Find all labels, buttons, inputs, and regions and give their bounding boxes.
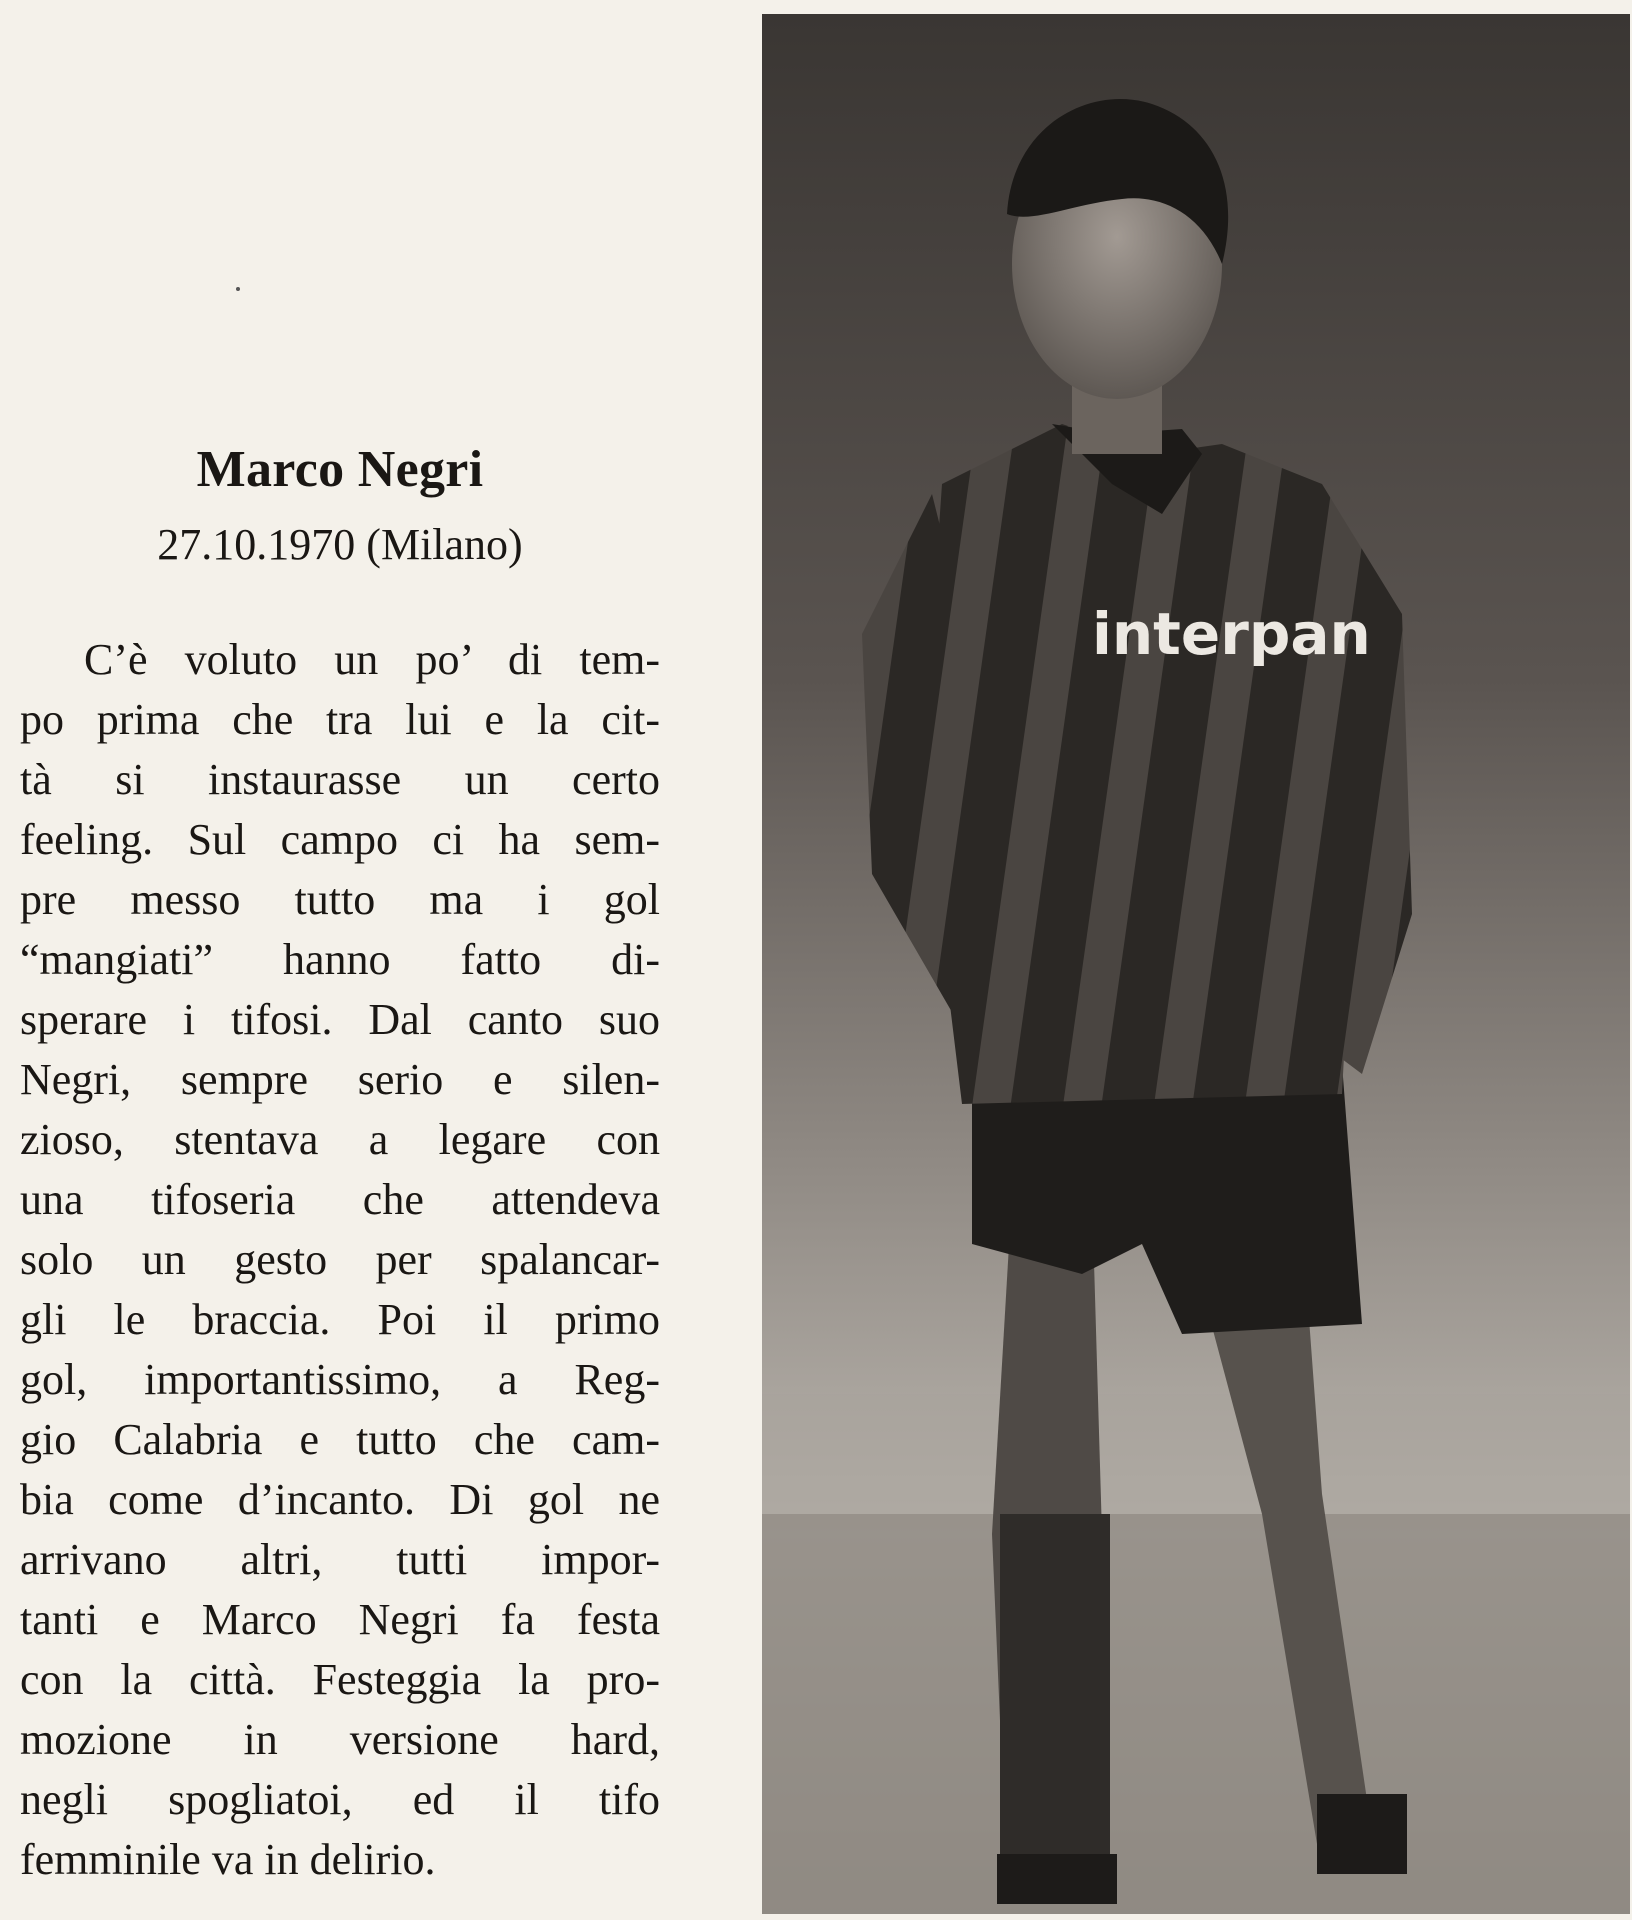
bio-line: po prima che tra lui e la cit- bbox=[20, 695, 660, 744]
bio-line: con la città. Festeggia la pro- bbox=[20, 1655, 660, 1704]
photo-illustration bbox=[762, 14, 1630, 1914]
bio-line: tà si instaurasse un certo bbox=[20, 755, 660, 804]
player-name: Marco Negri bbox=[196, 441, 484, 498]
biography-text bbox=[20, 630, 660, 1890]
bio-line: Negri, sempre serio e silen- bbox=[20, 1055, 660, 1104]
bio-line: gio Calabria e tutto che cam- bbox=[20, 1415, 660, 1464]
bio-line: gli le braccia. Poi il primo bbox=[20, 1295, 660, 1344]
bio-line: solo un gesto per spalancar- bbox=[20, 1235, 660, 1284]
shirt-sponsor: interpan bbox=[1092, 600, 1371, 668]
bio-line: femminile va in delirio. bbox=[20, 1835, 436, 1884]
bio-line: mozione in versione hard, bbox=[20, 1715, 660, 1764]
birth-date-place: 27.10.1970 (Milano) bbox=[157, 520, 523, 569]
bio-line: feeling. Sul campo ci ha sem- bbox=[20, 815, 660, 864]
bio-line: una tifoseria che attendeva bbox=[20, 1175, 660, 1224]
bio-line: gol, importantissimo, a Reg- bbox=[20, 1355, 660, 1404]
player-photo bbox=[762, 14, 1630, 1914]
bio-line: “mangiati” hanno fatto di- bbox=[20, 935, 660, 984]
bio-line: bia come d’incanto. Di gol ne bbox=[20, 1475, 660, 1524]
bio-line: arrivano altri, tutti impor- bbox=[20, 1535, 660, 1584]
bio-line: pre messo tutto ma i gol bbox=[20, 875, 660, 924]
bio-line: C’è voluto un po’ di tem- bbox=[84, 635, 660, 684]
print-speck bbox=[236, 287, 240, 291]
bio-line: tanti e Marco Negri fa festa bbox=[20, 1595, 660, 1644]
bio-line: zioso, stentava a legare con bbox=[20, 1115, 660, 1164]
bio-line: negli spogliatoi, ed il tifo bbox=[20, 1775, 660, 1824]
text-column bbox=[20, 440, 660, 1890]
bio-line: sperare i tifosi. Dal canto suo bbox=[20, 995, 660, 1044]
